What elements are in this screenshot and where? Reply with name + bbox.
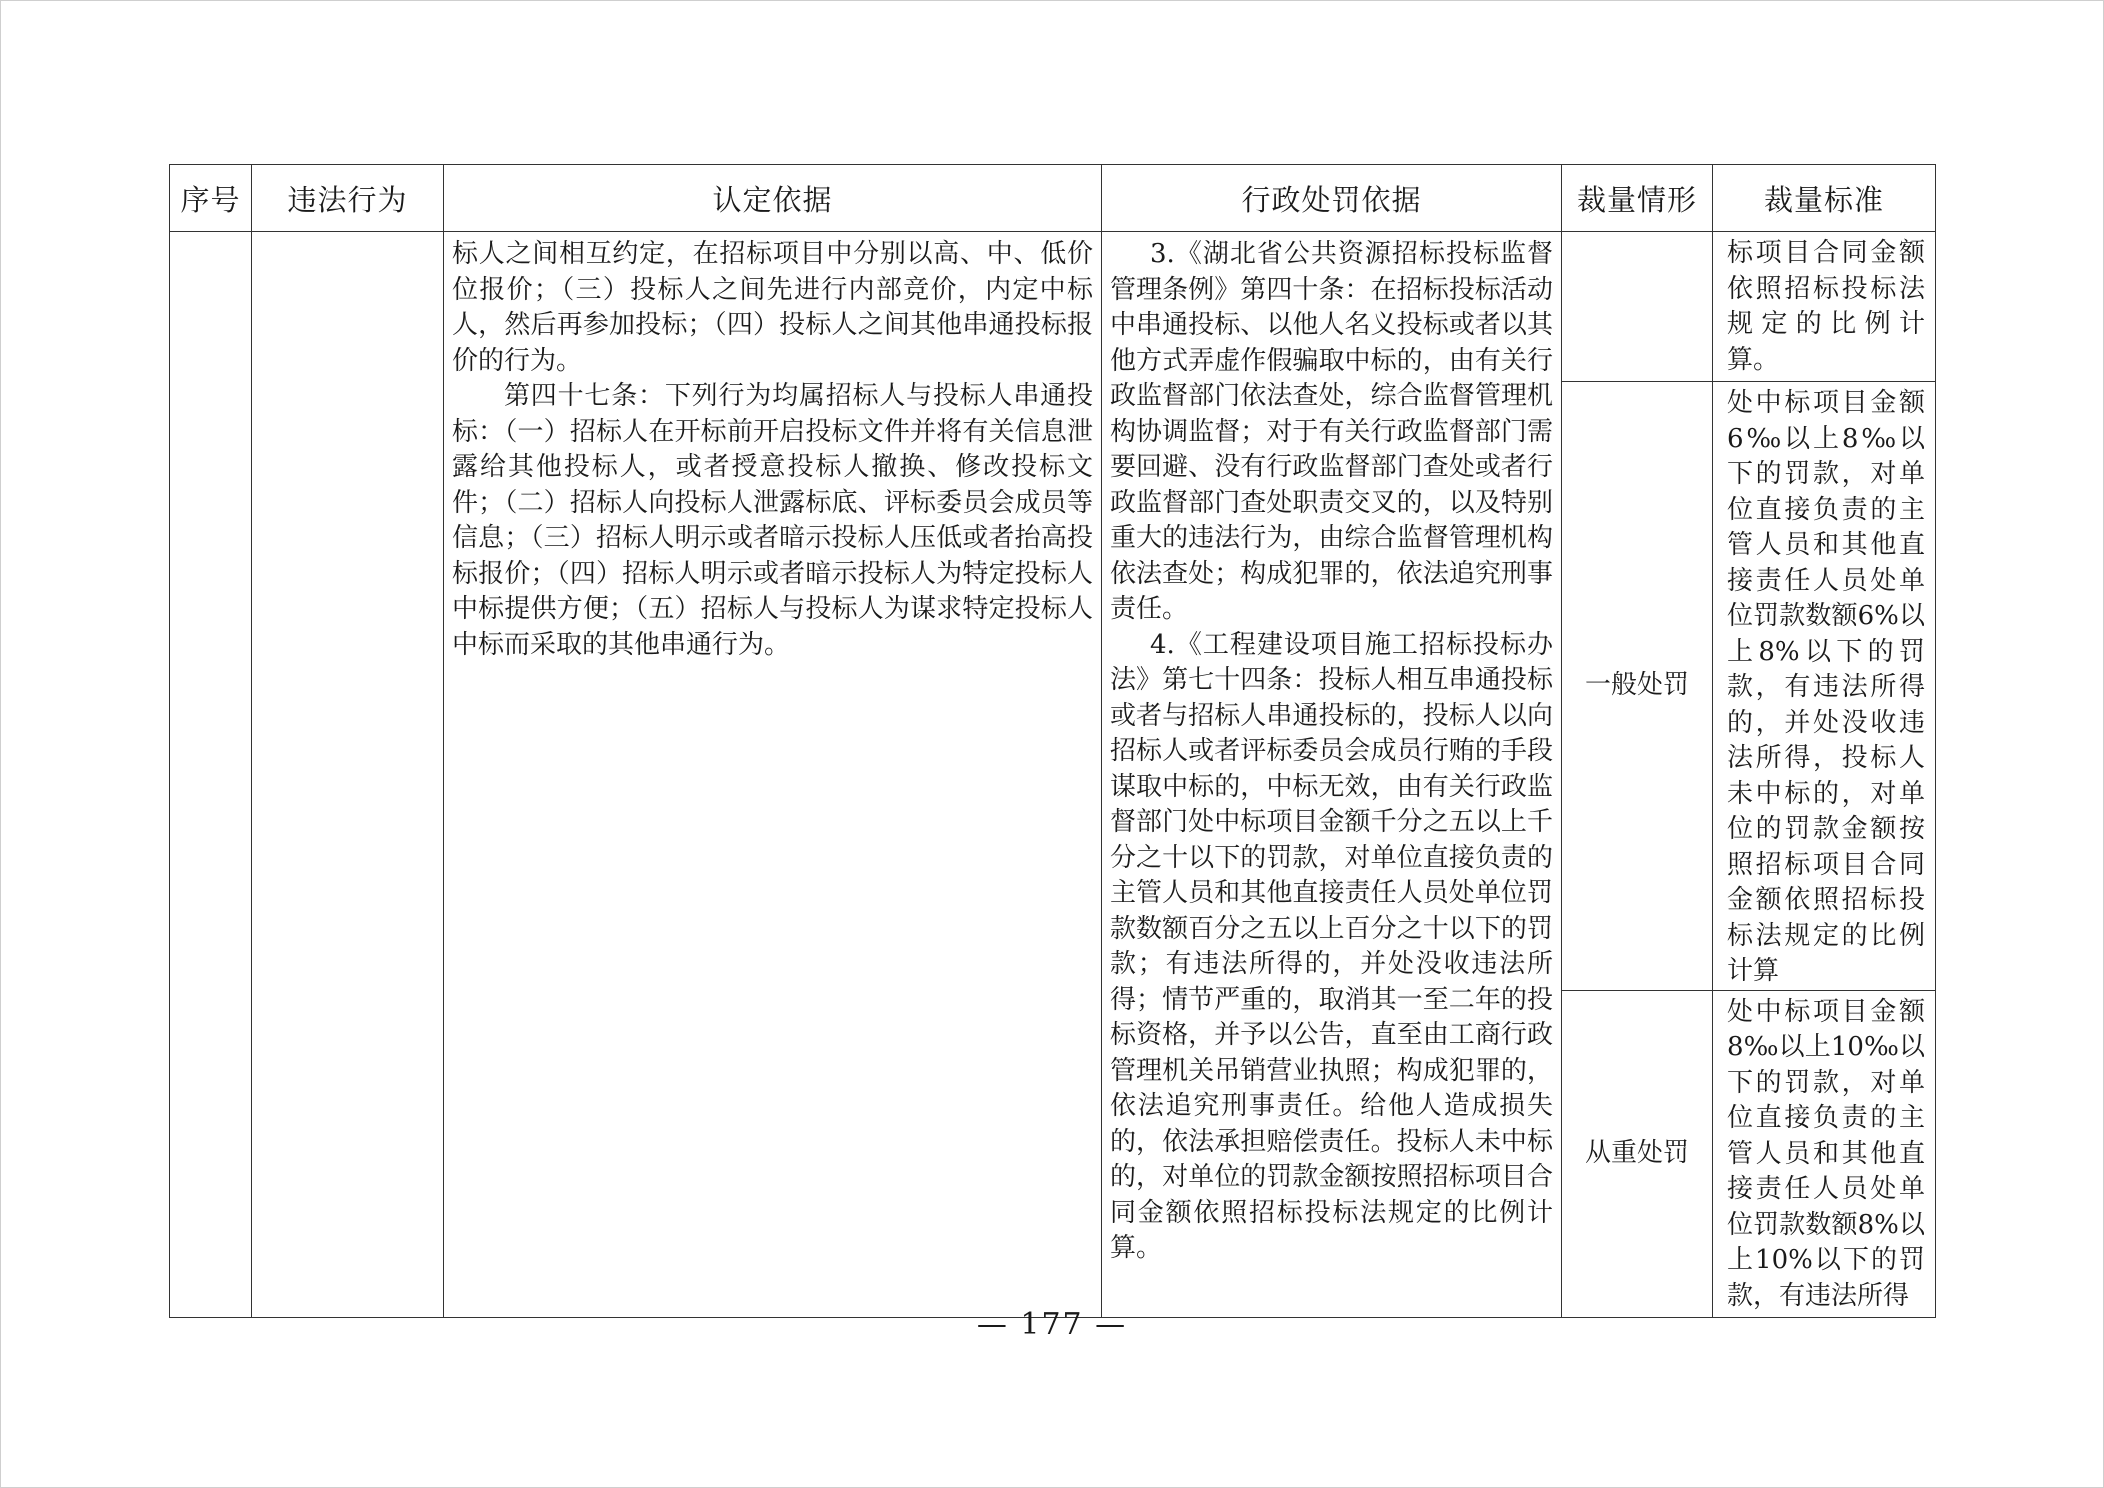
header-penalty-basis: 行政处罚依据 bbox=[1102, 165, 1562, 232]
header-basis: 认定依据 bbox=[444, 165, 1102, 232]
discretion-level-severe: 从重处罚 bbox=[1562, 990, 1713, 1317]
discretion-level-continued bbox=[1562, 232, 1713, 382]
header-discretion-standard: 裁量标准 bbox=[1713, 165, 1936, 232]
table-header-row bbox=[170, 165, 1936, 232]
penalty-discretion-table bbox=[169, 164, 1936, 1318]
discretion-standard-continued bbox=[1713, 232, 1936, 382]
penalty-paragraph-1: 3.《湖北省公共资源招标投标监督管理条例》第四十条：在招标投标活动中串通投标、以他人名义投标或者以其他方式弄虚作假骗取中标的，由有关行政监督部门依法查处，综合监督管理机构协调监督；对于有关行政监督部门需要回避、没有行政监督部门查处或者行政监督部门查处职责交叉的，以及特别重大的违法行为，由综合监督管理机构依法查处；构成犯罪的，依法追究刑事责任。 bbox=[1110, 239, 1553, 624]
page-number: — 177 — bbox=[976, 1307, 1128, 1342]
discretion-standard-severe bbox=[1713, 990, 1936, 1317]
header-discretion-level: 裁量情形 bbox=[1562, 165, 1713, 232]
standard-text-severe: 处中标项目金额8‰以上10‰以下的罚款，对单位直接负责的主管人员和其他直接责任人员处单位罚款数额8%以上10%以下的罚款，有违法所得 bbox=[1727, 996, 1925, 1311]
standard-text-continued: 标项目合同金额依照招标投标法规定的比例计算。 bbox=[1727, 238, 1925, 375]
cell-penalty-basis bbox=[1102, 232, 1562, 1318]
discretion-standard-general bbox=[1713, 382, 1936, 991]
standard-text-general: 处中标项目金额6‰以上8‰以下的罚款，对单位直接负责的主管人员和其他直接责任人员处单位罚款数额6%以上8%以下的罚款，有违法所得的，并处没收违法所得，投标人未中标的，对单位的罚款金额按照招标项目合同金额依照招标投标法规定的比例计算 bbox=[1727, 388, 1925, 986]
penalty-paragraph-2: 4.《工程建设项目施工招标投标办法》第七十四条：投标人相互串通投标或者与招标人串通投标的，投标人以向招标人或者评标委员会成员行贿的手段谋取中标的，中标无效，由有关行政监督部门处中标项目金额千分之五以上千分之十以下的罚款，对单位直接负责的主管人员和其他直接责任人员处单位罚款数额百分之五以上百分之十以下的罚款；有违法所得的，并处没收违法所得；情节严重的，取消其一至二年的投标资格，并予以公告，直至由工商行政管理机关吊销营业执照；构成犯罪的，依法追究刑事责任。给他人造成损失的，依法承担赔偿责任。投标人未中标的，对单位的罚款金额按照招标项目合同金额依照招标投标法规定的比例计算。 bbox=[1110, 629, 1553, 1263]
header-seq: 序号 bbox=[170, 165, 252, 232]
table-row bbox=[170, 232, 1936, 382]
basis-paragraph-1: 标人之间相互约定，在招标项目中分别以高、中、低价位报价；（三）投标人之间先进行内部竞价，内定中标人，然后再参加投标；（四）投标人之间其他串通投标报价的行为。 bbox=[452, 239, 1093, 376]
cell-violation bbox=[252, 232, 444, 1318]
cell-seq bbox=[170, 232, 252, 1318]
basis-paragraph-2: 第四十七条：下列行为均属招标人与投标人串通投标：（一）招标人在开标前开启投标文件并将有关信息泄露给其他投标人，或者授意投标人撤换、修改投标文件；（二）招标人向投标人泄露标底、评标委员会成员等信息；（三）招标人明示或者暗示投标人压低或者抬高投标报价；（四）招标人明示或者暗示投标人为特定投标人中标提供方便；（五）招标人与投标人为谋求特定投标人中标而采取的其他串通行为。 bbox=[452, 381, 1093, 660]
discretion-level-general: 一般处罚 bbox=[1562, 382, 1713, 991]
cell-basis bbox=[444, 232, 1102, 1318]
header-violation: 违法行为 bbox=[252, 165, 444, 232]
